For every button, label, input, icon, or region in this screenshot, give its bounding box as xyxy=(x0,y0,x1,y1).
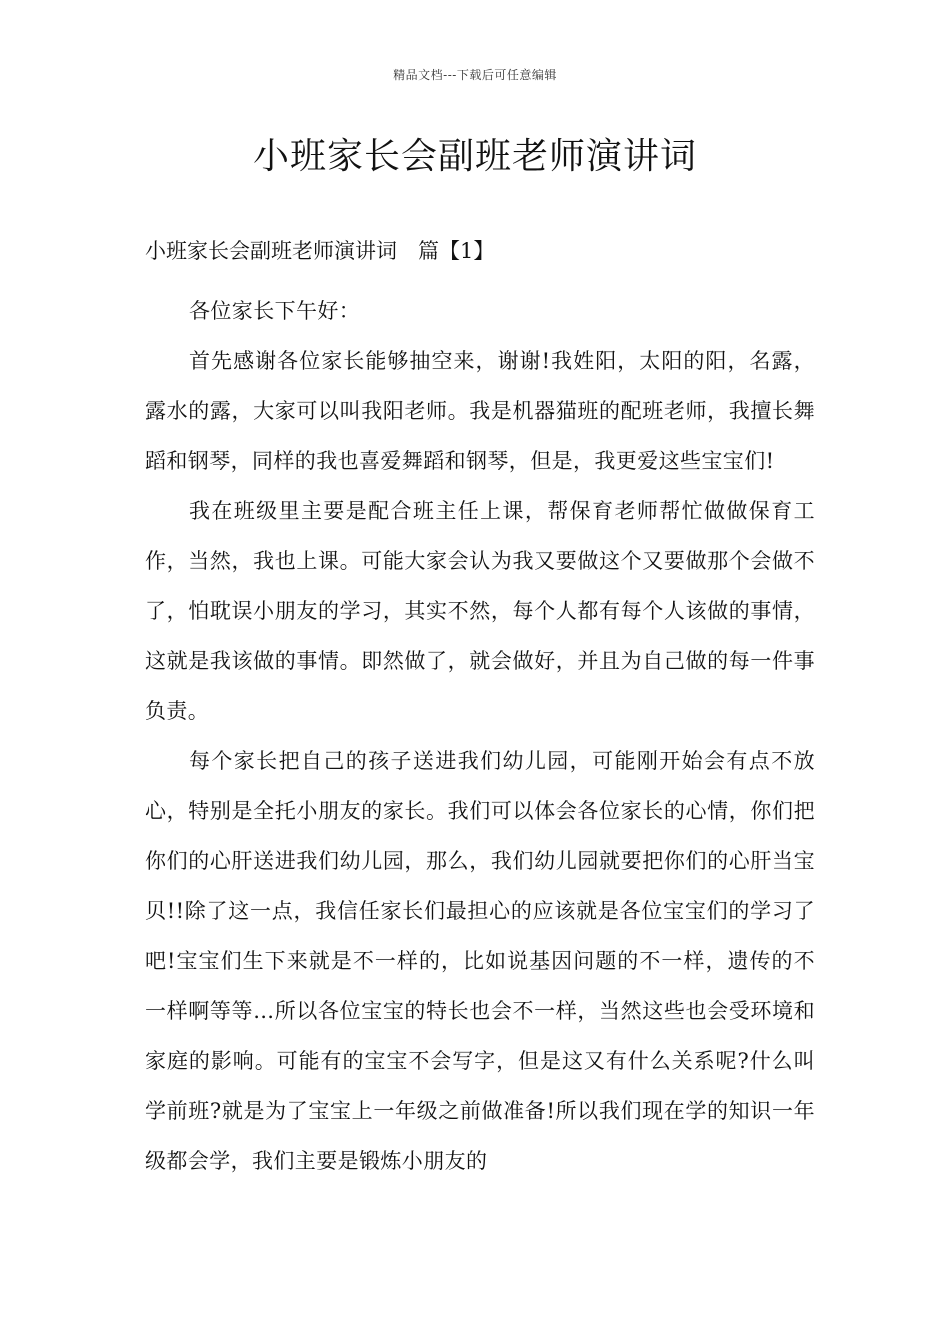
paragraph-greeting: 各位家长下午好： xyxy=(189,299,361,323)
paragraph: 每个家长把自己的孩子送进我们幼儿园，可能刚开始会有点不放心，特别是全托小朋友的家长。我们可以体会各位家长的心情，你们把你们的心肝送进我们幼儿园，那么，我们幼儿园就要把你们的心肝当宝贝!!除了这一点，我信任家长们最担心的应该就是各位宝宝们的学习了吧!宝宝们生下来就是不一样的，比如说基因问题的不一样，遗传的不一样啊等等…所以各位宝宝的特长也会不一样，当然这些也会受环境和家庭的影响。可能有的宝宝不会写字，但是这又有什么关系呢?什么叫学前班?就是为了宝宝上一年级之前做准备!所以我们现在学的知识一年级都会学，我们主要是锻炼小朋友的 xyxy=(145,749,815,1173)
paragraph: 我在班级里主要是配合班主任上课，帮保育老师帮忙做做保育工作，当然，我也上课。可能大家会认为我又要做这个又要做那个会做不了，怕耽误小朋友的学习，其实不然，每个人都有每个人该做的事情，这就是我该做的事情。即然做了，就会做好，并且为自己做的每一件事负责。 xyxy=(145,499,815,723)
header-note: 精品文档---下载后可任意编辑 xyxy=(393,68,557,82)
document-body xyxy=(145,286,815,1186)
document-title: 小班家长会副班老师演讲词 xyxy=(252,136,697,177)
section-heading: 小班家长会副班老师演讲词 篇【1】 xyxy=(145,239,495,263)
paragraph: 首先感谢各位家长能够抽空来，谢谢!我姓阳，太阳的阳，名露，露水的露，大家可以叫我阳老师。我是机器猫班的配班老师，我擅长舞蹈和钢琴，同样的我也喜爱舞蹈和钢琴，但是，我更爱这些宝宝们! xyxy=(145,349,815,473)
